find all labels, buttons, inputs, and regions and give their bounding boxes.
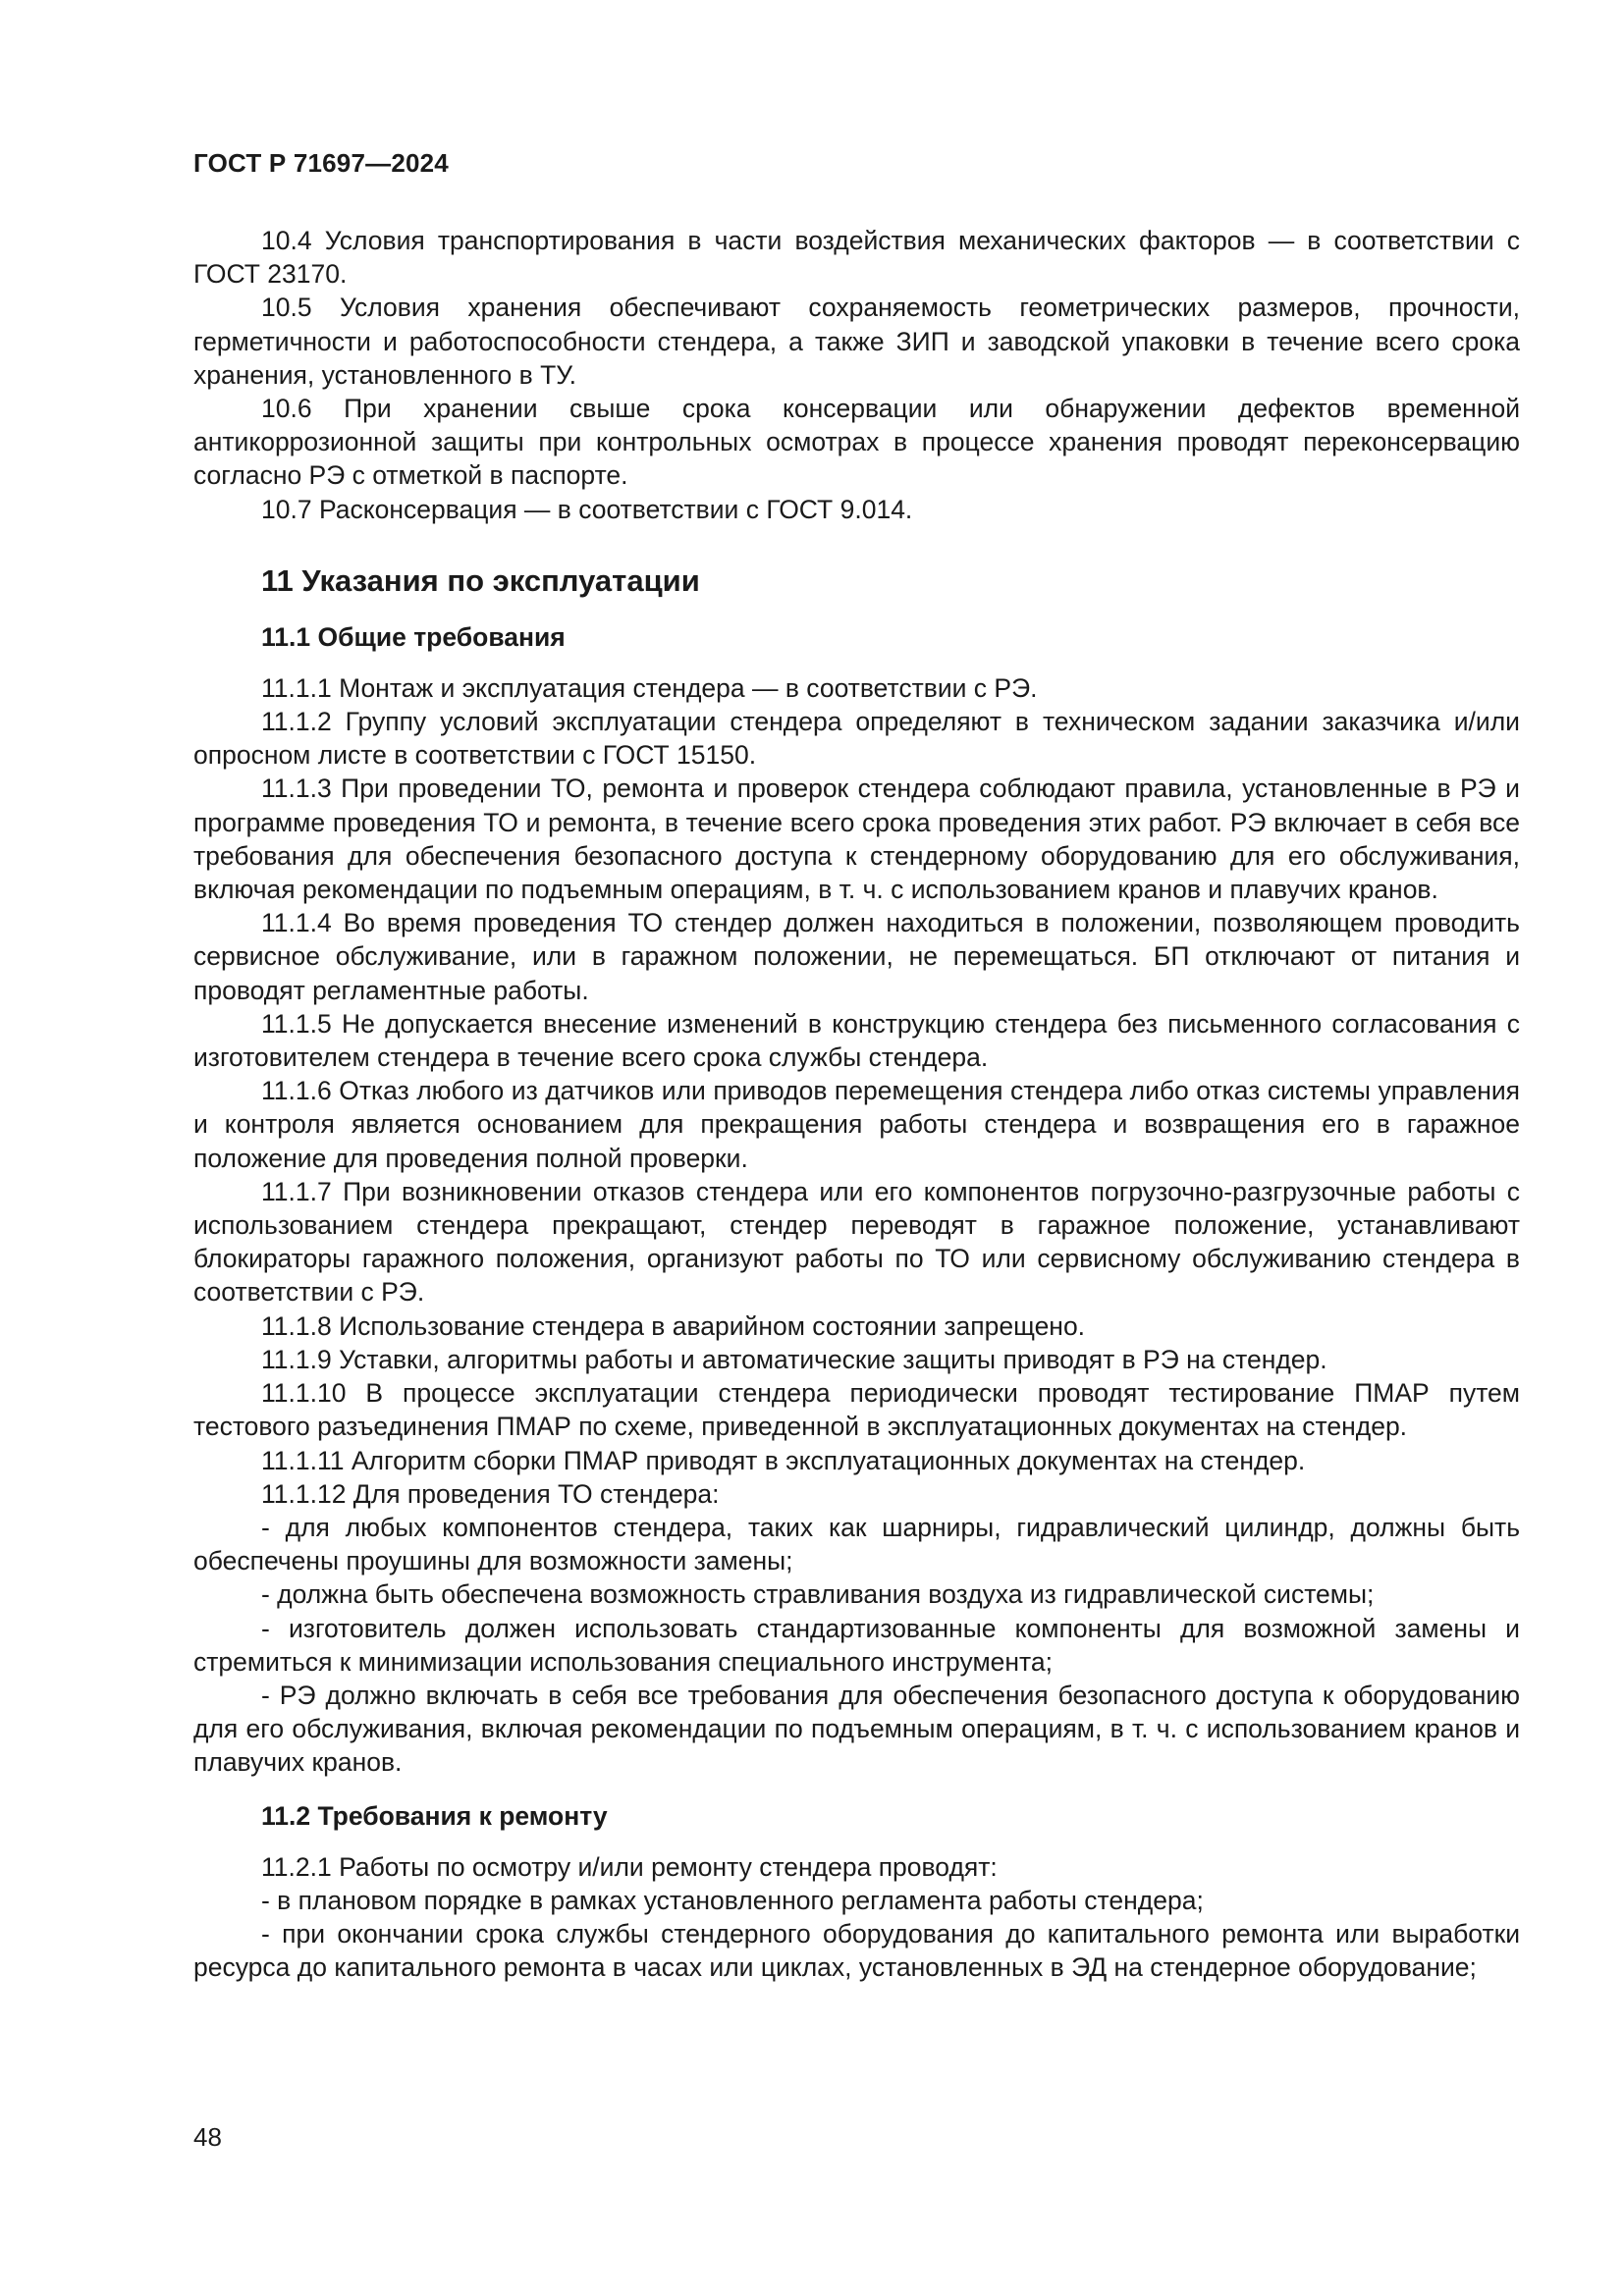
- paragraph-11-2-1: 11.2.1 Работы по осмотру и/или ремонту стендера проводят:: [261, 1851, 998, 1882]
- paragraph-10-6: 10.6 При хранении свыше срока консервации или обнаружении дефектов временной антикоррозионной защиты при контрольных осмотрах в процессе хранения проводят переконсервацию согласно РЭ с отметкой в паспорте.: [193, 394, 1520, 491]
- subsection-11-2-heading: 11.2 Требования к ремонту: [261, 1800, 608, 1831]
- paragraph-11-1-7: 11.1.7 При возникновении отказов стендера или его компонентов погрузочно-разгрузочные работы с использованием стендера прекращают, стендер переводят в гаражное положение, устанавливают блокираторы гаражного положения, организуют работы по ТО или сервисному обслуживанию стендера в соответствии с РЭ.: [193, 1176, 1520, 1308]
- paragraph-11-1-10: 11.1.10 В процессе эксплуатации стендера периодически проводят тестирование ПМАР путем тестового разъединения ПМАР по схеме, приведенной в эксплуатационных документах на стендер.: [193, 1378, 1520, 1442]
- paragraph-11-1-6: 11.1.6 Отказ любого из датчиков или приводов перемещения стендера либо отказ системы управления и контроля является основанием для прекращения работы стендера и возвращения его в гаражное положение для проведения полной проверки.: [193, 1076, 1520, 1173]
- paragraph-11-1-1: 11.1.1 Монтаж и эксплуатация стендера — в соответствии с РЭ.: [261, 672, 1038, 703]
- list-item: - в плановом порядке в рамках установленного регламента работы стендера;: [261, 1885, 1204, 1915]
- subsection-11-1-heading: 11.1 Общие требования: [261, 621, 566, 652]
- paragraph-10-7: 10.7 Расконсервация — в соответствии с ГОСТ 9.014.: [261, 494, 913, 524]
- paragraph-11-1-3: 11.1.3 При проведении ТО, ремонта и проверок стендера соблюдают правила, установленные в РЭ и программе проведения ТО и ремонта, в течение всего срока проведения этих работ. РЭ включает в себя все требования для обеспечения безопасного доступа к стендерному оборудованию для его обслуживания, включая рекомендации по подъемным операциям, в т. ч. с использованием кранов и плавучих кранов.: [193, 774, 1520, 905]
- paragraph-11-1-5: 11.1.5 Не допускается внесение изменений в конструкцию стендера без письменного согласования с изготовителем стендера в течение всего срока службы стендера.: [193, 1008, 1520, 1073]
- paragraph-11-1-9: 11.1.9 Уставки, алгоритмы работы и автоматические защиты приводят в РЭ на стендер.: [261, 1344, 1327, 1374]
- paragraph-11-1-8: 11.1.8 Использование стендера в аварийном состоянии запрещено.: [261, 1310, 1086, 1341]
- paragraph-10-4: 10.4 Условия транспортирования в части воздействия механических факторов — в соответствии с ГОСТ 23170.: [193, 226, 1520, 290]
- paragraph-11-1-2: 11.1.2 Группу условий эксплуатации стендера определяют в техническом задании заказчика и/или опросном листе в соответствии с ГОСТ 15150.: [193, 707, 1520, 771]
- page-content: [193, 224, 1520, 1984]
- list-item: - должна быть обеспечена возможность стравливания воздуха из гидравлической системы;: [261, 1579, 1375, 1610]
- list-item: - при окончании срока службы стендерного оборудования до капитального ремонта или выработки ресурса до капитального ремонта в часах или циклах, установленных в ЭД на стендерное оборудование;: [193, 1918, 1520, 1983]
- list-item: - для любых компонентов стендера, таких как шарниры, гидравлический цилиндр, должны быть обеспечены проушины для возможности замены;: [193, 1512, 1520, 1576]
- list-item: - изготовитель должен использовать стандартизованные компоненты для возможной замены и стремиться к минимизации использования специального инструмента;: [193, 1613, 1520, 1677]
- paragraph-11-1-4: 11.1.4 Во время проведения ТО стендер должен находиться в положении, позволяющем проводить сервисное обслуживание, или в гаражном положении, не перемещаться. БП отключают от питания и проводят регламентные работы.: [193, 908, 1520, 1005]
- standard-id-header: ГОСТ Р 71697—2024: [193, 148, 449, 178]
- page-number: 48: [193, 2122, 222, 2152]
- list-item: - РЭ должно включать в себя все требования для обеспечения безопасного доступа к оборудованию для его обслуживания, включая рекомендации по подъемным операциям, в т. ч. с использованием кранов и плавучих кранов.: [193, 1680, 1520, 1778]
- paragraph-11-1-12: 11.1.12 Для проведения ТО стендера:: [261, 1478, 720, 1509]
- paragraph-10-5: 10.5 Условия хранения обеспечивают сохраняемость геометрических размеров, прочности, герметичности и работоспособности стендера, а также ЗИП и заводской упаковки в течение всего срока хранения, установленного в ТУ.: [193, 293, 1520, 390]
- paragraph-11-1-11: 11.1.11 Алгоритм сборки ПМАР приводят в эксплуатационных документах на стендер.: [261, 1445, 1306, 1475]
- section-11-heading: 11 Указания по эксплуатации: [261, 562, 700, 598]
